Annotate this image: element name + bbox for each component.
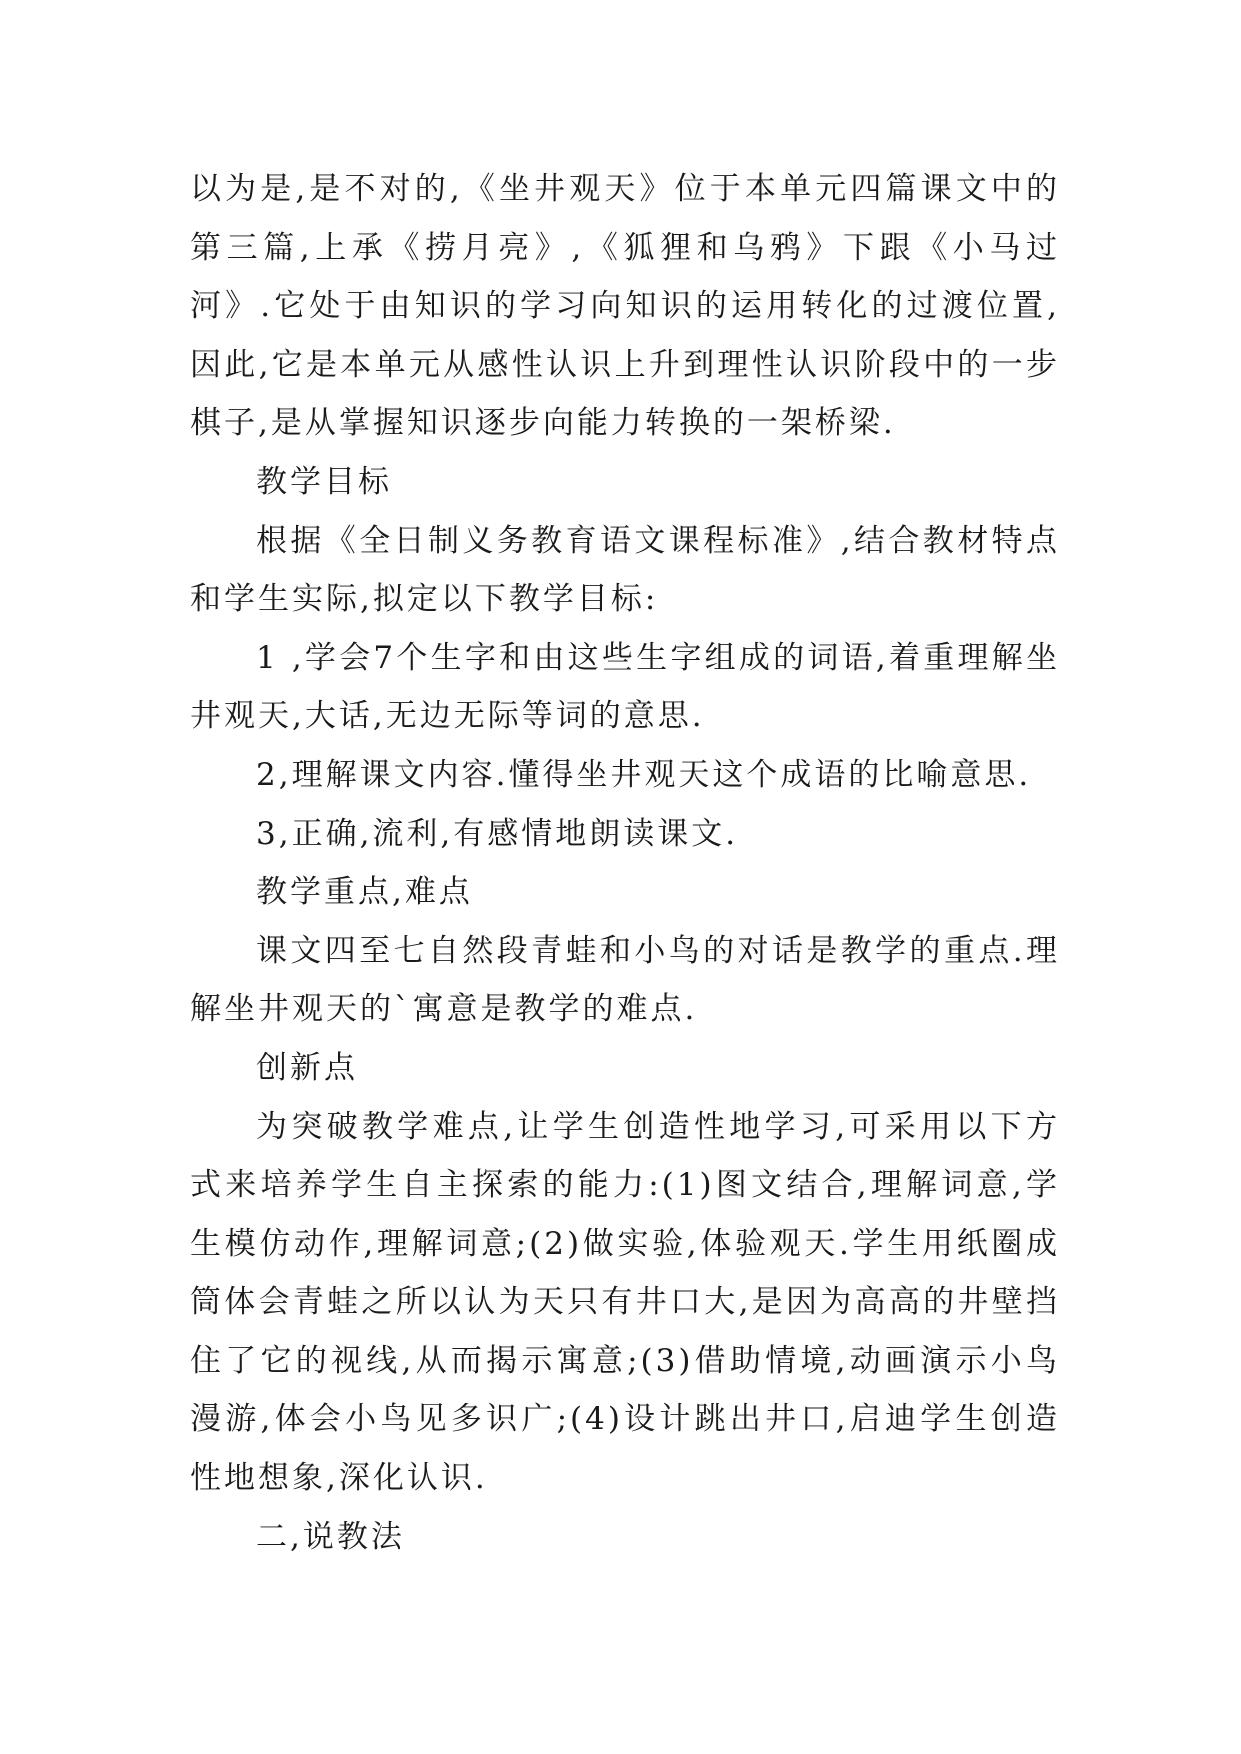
paragraph-innovation: 为突破教学难点,让学生创造性地学习,可采用以下方式来培养学生自主探索的能力:(1)图文结合,理解词意,学生模仿动作,理解词意;(2)做实验,体验观天.学生用纸圈成筒体会青蛙之所以认为天只有井口大,是因为高高的井壁挡住了它的视线,从而揭示寓意;(3)借助情境,动画演示小鸟漫游,体会小鸟见多识广;(4)设计跳出井口,启迪学生创造性地想象,深化认识. [190, 1108, 1060, 1497]
document-body [190, 160, 1060, 1566]
heading-key-points: 教学重点,难点 [256, 874, 473, 911]
paragraph-key-points: 课文四至七自然段青蛙和小鸟的对话是教学的重点.理解坐井观天的`寓意是教学的难点. [190, 932, 1060, 1028]
paragraph-context: 以为是,是不对的,《坐井观天》位于本单元四篇课文中的第三篇,上承《捞月亮》,《狐狸和乌鸦》下跟《小马过河》.它处于由知识的学习向知识的运用转化的过渡位置,因此,它是本单元从感性认识上升到理性认识阶段中的一步棋子,是从掌握知识逐步向能力转换的一架桥梁. [190, 171, 1060, 442]
paragraph-goals-intro: 根据《全日制义务教育语文课程标准》,结合教材特点和学生实际,拟定以下教学目标: [190, 522, 1060, 618]
heading-teaching-goals: 教学目标 [256, 463, 392, 500]
heading-innovation: 创新点 [256, 1049, 358, 1086]
heading-teaching-method: 二,说教法 [256, 1518, 405, 1555]
goal-item-1: 1 ,学会7个生字和由这些生字组成的词语,着重理解坐井观天,大话,无边无际等词的意思. [190, 639, 1060, 735]
goal-item-2: 2,理解课文内容.懂得坐井观天这个成语的比喻意思. [256, 756, 1032, 793]
goal-item-3: 3,正确,流利,有感情地朗读课文. [256, 815, 739, 852]
